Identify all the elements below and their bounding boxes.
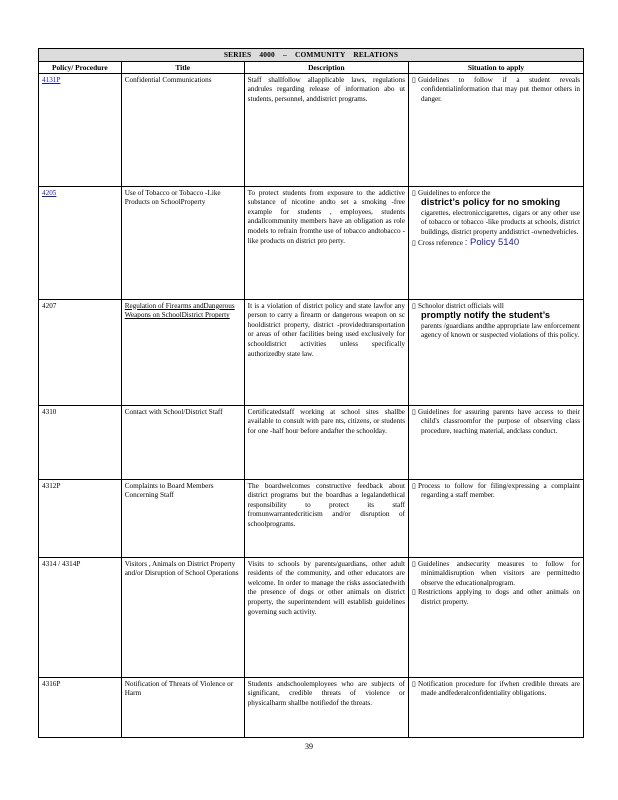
- situation-item-continued: parents /guardians andthe appropriate law enforcement agency of known or suspected violations of this policy.: [421, 321, 580, 340]
- policy-title: Use of Tobacco or Tobacco -Like Products on SchoolProperty: [121, 186, 244, 299]
- situation-item-continued: cigarettes, electroniccigarettes, cigars or any other use of tobacco or tobacco -like products at schools, district buildings, district property anddistrict -ownedvehicles.: [421, 208, 580, 236]
- policy-situation: [409, 479, 584, 557]
- policy-situation: [409, 677, 584, 737]
- policy-code: 4316P: [42, 679, 61, 688]
- column-header-policy: Policy/ Procedure: [39, 61, 122, 73]
- bullet-icon: ▯: [412, 407, 416, 416]
- bullet-icon: ▯: [412, 75, 416, 84]
- cross-reference-link[interactable]: : Policy 5140: [464, 236, 520, 248]
- policy-code-link[interactable]: 4205: [42, 188, 57, 197]
- policy-description: Students andschoolemployees who are subjects of significant, credible threats of violence or physicalharm shallbe notifiedof the threats.: [244, 677, 408, 737]
- policy-situation: [409, 405, 584, 479]
- bullet-icon: ▯: [412, 481, 416, 490]
- policy-title: Notification of Threats of Violence or Harm: [121, 677, 244, 737]
- bullet-icon: ▯: [412, 559, 416, 568]
- series-header: SERIES 4000 – COMMUNITY RELATIONS: [39, 49, 584, 62]
- situation-item: Restrictions applying to dogs and other animals on district property.: [418, 588, 580, 606]
- policy-situation: [409, 299, 584, 405]
- policy-title: Visitors , Animals on District Property and/or Disruption of School Operations: [121, 557, 244, 677]
- policy-description: Certificatedstaff working at school sites shallbe available to consult with pare nts, citizens, or students for one -half hour before andafter the schoolday.: [244, 405, 408, 479]
- policy-code: 4207: [42, 301, 57, 310]
- table-row: [39, 186, 584, 299]
- policy-code: 4312P: [42, 481, 61, 490]
- policy-description: Staff shallfollow allapplicable laws, regulations andrules regarding release of information abo ut students, personnel, anddistrict programs.: [244, 73, 408, 186]
- table-row: [39, 299, 584, 405]
- column-header-description: Description: [244, 61, 408, 73]
- policy-situation: [409, 73, 584, 186]
- bullet-icon: ▯: [412, 238, 416, 247]
- table-row: [39, 479, 584, 557]
- column-header-situation: Situation to apply: [409, 61, 584, 73]
- policy-title: Complaints to Board Members Concerning Staff: [121, 479, 244, 557]
- policy-description: The boardwelcomes constructive feedback about district programs but the boardhas a legalandethical responsibility to protect its staff fromunwarrantedcriticism and/or disruption of schoolprograms.: [244, 479, 408, 557]
- situation-emphasis: promptly notify the student’s: [421, 310, 551, 321]
- policy-title: Contact with School/District Staff: [121, 405, 244, 479]
- situation-item: Process to follow for filing/expressing a complaint regarding a staff member.: [418, 481, 580, 500]
- bullet-icon: ▯: [412, 588, 416, 597]
- situation-item: Notification procedure for ifwhen credible threats are made andfederalconfidentiality obligations.: [418, 679, 580, 698]
- policy-situation: [409, 186, 584, 299]
- policy-description: It is a violation of district policy and state lawfor any person to carry a firearm or dangerous weapon on sc hooldistrict property, district -providedtransportation or areas of other facilities being used exclusively for schooldistrict activities unless specifically authorizedby state law.: [244, 299, 408, 405]
- situation-item: Guidelines to follow if a student reveals confidentialinformation that may put themor others in danger.: [418, 75, 580, 103]
- policy-table-container: [38, 48, 584, 738]
- situation-emphasis: district’s policy for no smoking: [421, 197, 561, 208]
- policy-title: Confidential Communications: [121, 73, 244, 186]
- policy-code-link[interactable]: 4131P: [42, 75, 61, 84]
- policy-code: 4310: [42, 407, 57, 416]
- table-row: [39, 405, 584, 479]
- bullet-icon: ▯: [412, 188, 416, 197]
- situation-item: Guidelines andsecurity measures to follow for minimaldisruption when visitors are permittedto observe the educationalprogram.: [418, 559, 580, 587]
- column-header-title: Title: [121, 61, 244, 73]
- table-row: [39, 677, 584, 737]
- page-number: 39: [305, 742, 313, 751]
- policy-table: [38, 48, 584, 738]
- situation-item: Guidelines to enforce the: [418, 188, 491, 197]
- table-row: [39, 73, 584, 186]
- table-row: [39, 557, 584, 677]
- cross-reference-label: Cross reference: [418, 238, 463, 247]
- policy-code: 4314 / 4314P: [42, 559, 81, 568]
- policy-title: Regulation of Firearms andDangerous Weapons on SchoolDistrict Property: [121, 299, 244, 405]
- bullet-icon: ▯: [412, 301, 416, 310]
- bullet-icon: ▯: [412, 679, 416, 688]
- policy-description: Visits to schools by parents/guardians, other adult residents of the community, and other educators are welcome. In order to manage the risks associatedwith the presence of dogs or other animals on district property, the superintendent will establish guidelines governing such activity.: [244, 557, 408, 677]
- situation-item: Schoolor district officials will: [418, 301, 504, 310]
- situation-item: Guidelines for assuring parents have access to their child's classroomfor the purpose of observing class procedure, teaching material, andclass conduct.: [418, 407, 580, 435]
- policy-description: To protect students from exposure to the addictive substance of nicotine andto set a smoking -free example for students , employees, students andallcommunity members have an obligation as role models to refrain fromthe use of tobacco andtobacco -like products on district pro perty.: [244, 186, 408, 299]
- policy-situation: [409, 557, 584, 677]
